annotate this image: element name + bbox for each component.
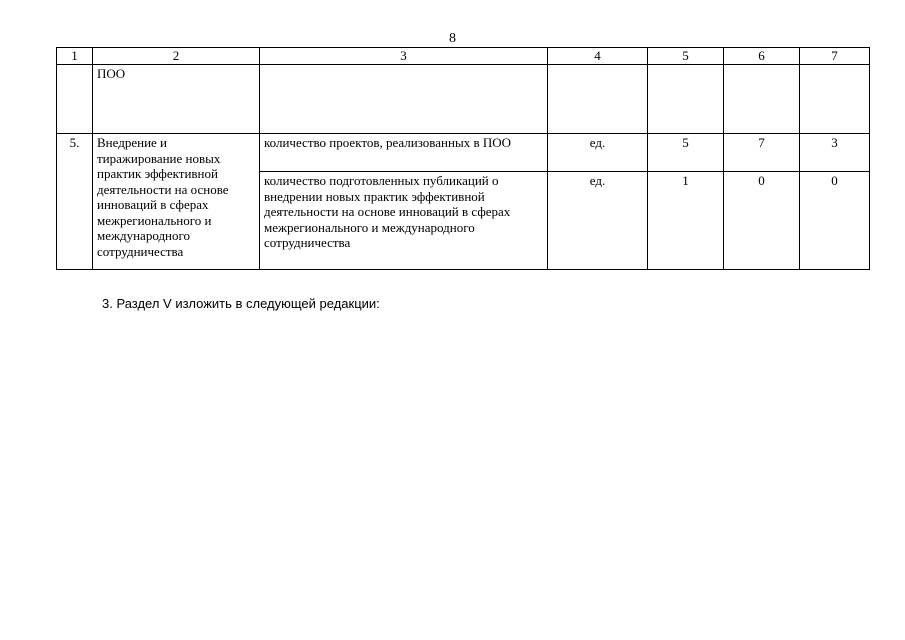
value-cell [648,65,724,134]
unit-cell: ед. [548,134,648,172]
header-cell: 6 [724,48,800,65]
value-cell: 0 [724,172,800,270]
table-header-row [57,48,870,65]
row-number-cell: 5. [57,134,93,270]
section-note: 3. Раздел V изложить в следующей редакции: [102,296,380,311]
indicator-cell [260,65,548,134]
value-cell: 0 [800,172,870,270]
value-cell [800,65,870,134]
header-cell: 2 [93,48,260,65]
unit-cell: ед. [548,172,648,270]
row-name-cell: Внедрение и тиражирование новых практик эффективной деятельности на основе инноваций в сферах межрегионального и международного сотрудничества [93,134,260,270]
indicators-table [56,47,870,270]
value-cell: 1 [648,172,724,270]
table-row [57,65,870,134]
page-number: 8 [449,31,456,46]
unit-cell [548,65,648,134]
header-cell: 4 [548,48,648,65]
value-cell: 5 [648,134,724,172]
value-cell: 7 [724,134,800,172]
indicator-cell: количество подготовленных публикаций о внедрении новых практик эффективной деятельности на основе инноваций в сферах межрегионального и международного сотрудничества [260,172,548,270]
value-cell: 3 [800,134,870,172]
value-cell [724,65,800,134]
row-name-cell: ПОО [93,65,260,134]
row-number-cell [57,65,93,134]
indicator-cell: количество проектов, реализованных в ПОО [260,134,548,172]
table-row [57,134,870,172]
header-cell: 1 [57,48,93,65]
header-cell: 7 [800,48,870,65]
header-cell: 3 [260,48,548,65]
header-cell: 5 [648,48,724,65]
